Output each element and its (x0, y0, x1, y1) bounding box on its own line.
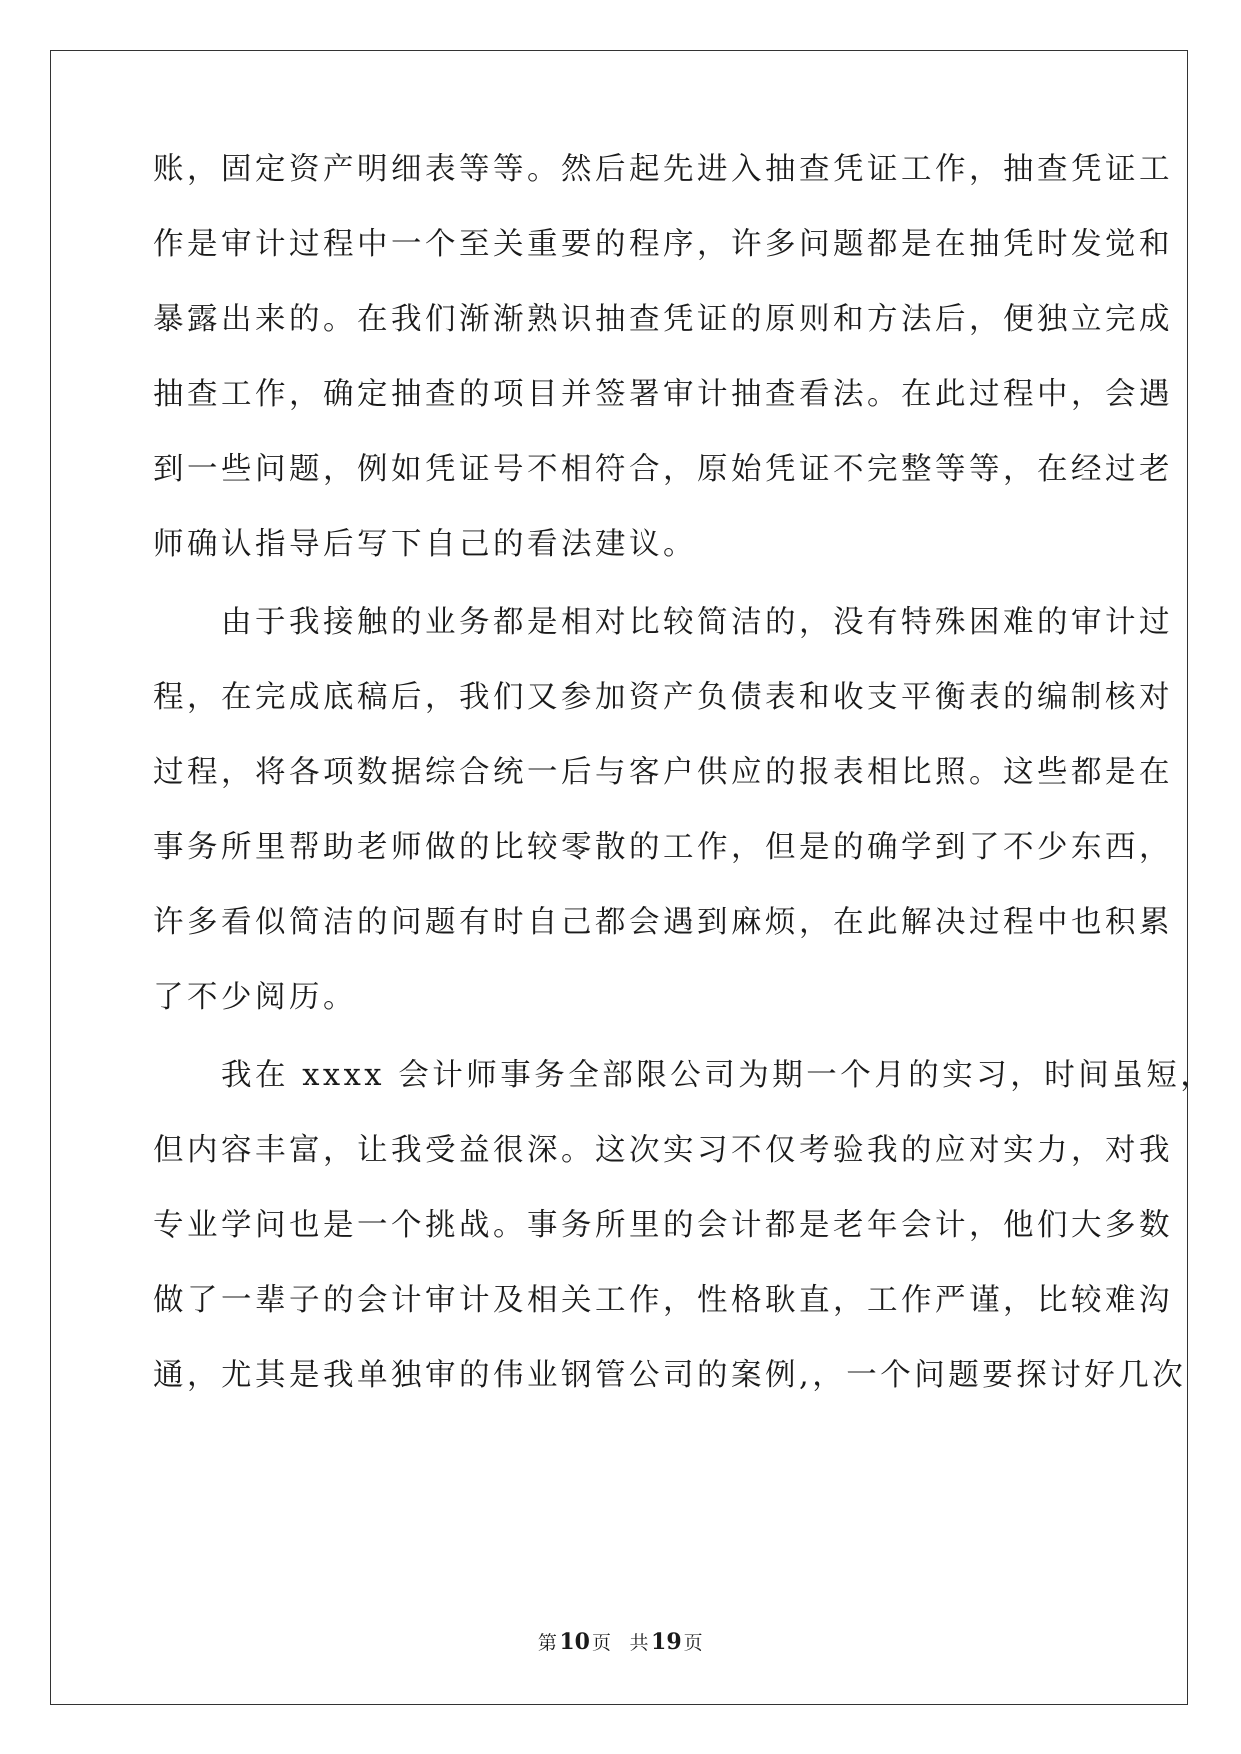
text-line: 专业学问也是一个挑战。事务所里的会计都是老年会计，他们大多数 (153, 1208, 1173, 1243)
text-line: 程，在完成底稿后，我们又参加资产负债表和收支平衡表的编制核对 (153, 680, 1173, 715)
text-line: 师确认指导后写下自己的看法建议。 (153, 527, 697, 562)
footer-total-prefix: 共 (629, 1632, 650, 1654)
page-footer (0, 1630, 1241, 1655)
text-line: 由于我接触的业务都是相对比较简洁的，没有特殊困难的审计过 (153, 605, 1173, 640)
text-line: 通，尤其是我单独审的伟业钢管公司的案例,，一个问题要探讨好几次 (153, 1358, 1187, 1393)
text-line: 到一些问题，例如凭证号不相符合，原始凭证不完整等等，在经过老 (153, 452, 1173, 487)
text-line: 事务所里帮助老师做的比较零散的工作，但是的确学到了不少东西， (153, 830, 1173, 865)
page-number: 10 (559, 1629, 590, 1655)
text-line: 账，固定资产明细表等等。然后起先进入抽查凭证工作，抽查凭证工 (153, 152, 1173, 187)
page-border (50, 50, 1215, 1705)
text-line: 了不少阅历。 (153, 980, 357, 1015)
text-line: 抽查工作，确定抽查的项目并签署审计抽查看法。在此过程中，会遇 (153, 377, 1173, 412)
text-line: 过程，将各项数据综合统一后与客户供应的报表相比照。这些都是在 (153, 755, 1173, 790)
text-line: 许多看似简洁的问题有时自己都会遇到麻烦，在此解决过程中也积累 (153, 905, 1173, 940)
footer-total-suffix: 页 (683, 1632, 704, 1654)
text-line: 但内容丰富，让我受益很深。这次实习不仅考验我的应对实力，对我 (153, 1133, 1173, 1168)
text-line: 我在 xxxx 会计师事务全部限公司为期一个月的实习，时间虽短， (153, 1058, 1215, 1093)
footer-page-suffix: 页 (591, 1632, 612, 1654)
text-line: 暴露出来的。在我们渐渐熟识抽查凭证的原则和方法后，便独立完成 (153, 302, 1173, 337)
text-line: 做了一辈子的会计审计及相关工作，性格耿直，工作严谨，比较难沟 (153, 1283, 1173, 1318)
footer-prefix: 第 (537, 1632, 558, 1654)
total-pages: 19 (651, 1629, 682, 1655)
text-line: 作是审计过程中一个至关重要的程序，许多问题都是在抽凭时发觉和 (153, 227, 1173, 262)
